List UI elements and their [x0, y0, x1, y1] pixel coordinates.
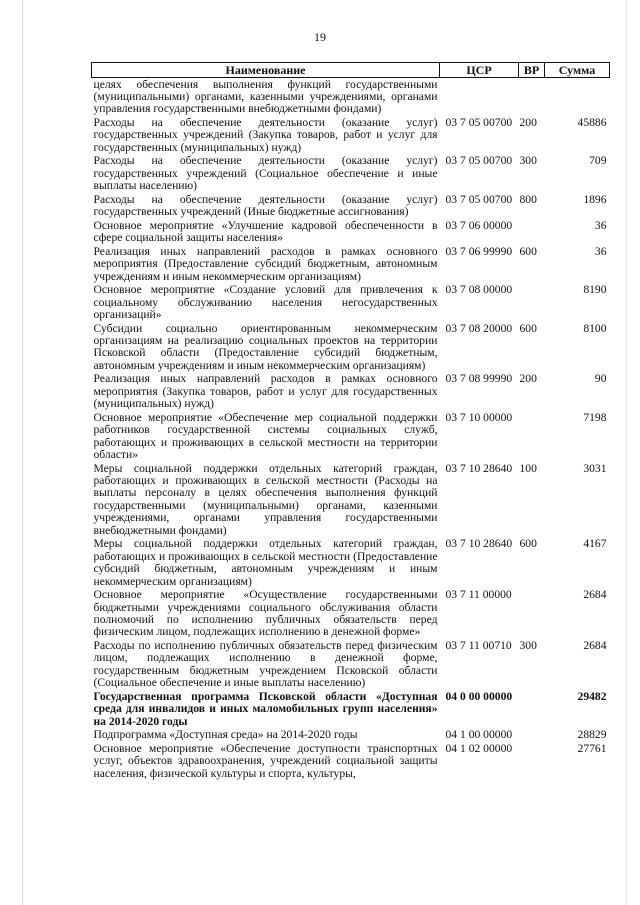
row-name: Расходы на обеспечение деятельности (оказание услуг) государственных учреждений (Закупка товаров, работ и услуг для государственных (муниципальных) нужд) [93, 116, 438, 154]
row-csr [440, 78, 519, 117]
row-sum: 90 [594, 372, 607, 386]
row-sum: 27761 [577, 741, 607, 755]
row-sum: 45886 [577, 116, 607, 129]
row-csr: 03 7 05 00700 [445, 192, 513, 206]
row-name: Расходы по исполнению публичных обязательств перед физическим лицом, подлежащих исполнению в денежной форме, государственным бюджетным учреждением Псковской области (Социальное обеспечение и иные выплаты населению) [93, 638, 438, 690]
row-name: Государственная программа Псковской области «Доступная среда для инвалидов и иных маломобильных групп населения» на 2014-2020 годы [93, 689, 438, 728]
row-vr [519, 742, 545, 780]
row-vr [519, 219, 545, 245]
header-sum: Сумма [545, 63, 610, 78]
table-row [92, 322, 610, 373]
row-name: целях обеспечения выполнения функций государственными (муниципальными) органами, казенными учреждениями, органами управления государственными внебюджетными фондами) [93, 77, 438, 116]
row-name: Основное мероприятие «Улучшение кадровой обеспеченности в сфере социальной защиты населения» [93, 218, 438, 245]
row-sum: 3031 [583, 461, 607, 475]
row-vr [519, 729, 545, 743]
row-sum: 4167 [583, 537, 607, 551]
table-row [92, 219, 610, 245]
table-row [92, 639, 610, 690]
row-name: Подпрограмма «Доступная среда» на 2014-2020 годы [93, 728, 358, 742]
row-csr: 03 7 08 20000 [445, 321, 513, 335]
row-name: Основное мероприятие «Обеспечение доступности транспортных услуг, объектов здравоохранения, учреждений социальной защиты населения, физической культуры и спорта, культуры, [93, 741, 438, 780]
table-row [92, 155, 610, 193]
header-vr: ВР [519, 63, 545, 78]
row-vr [519, 284, 545, 322]
scan-edge-line [22, 0, 23, 905]
row-vr: 600 [519, 244, 537, 258]
row-vr: 300 [519, 638, 537, 652]
row-vr: 200 [519, 116, 537, 129]
row-name: Основное мероприятие «Создание условий для привлечения к социальному обслуживанию населения негосударственных организаций» [93, 283, 438, 322]
table-row [92, 690, 610, 728]
table-row [92, 245, 610, 283]
table-row [92, 284, 610, 322]
table-row [92, 116, 610, 154]
row-csr: 03 7 08 99990 [445, 372, 513, 386]
table-header-row [92, 63, 610, 78]
row-csr: 03 7 06 99990 [445, 244, 513, 258]
row-name: Субсидии социально ориентированным некоммерческим организациям на реализацию социальных проектов на территории Псковской области (Предоставление субсидий бюджетным, автономным учреждениям и иным некоммерческим организациям) [93, 321, 438, 372]
row-csr: 03 7 06 00000 [445, 218, 513, 232]
row-sum: 29482 [577, 689, 607, 703]
row-name: Реализация иных направлений расходов в рамках основного мероприятия (Закупка товаров, работ и услуг для государственных (муниципальных) нужд) [93, 372, 438, 411]
row-csr: 03 7 10 00000 [445, 410, 513, 424]
table-row [92, 742, 610, 780]
table-row [92, 462, 610, 538]
row-vr: 600 [519, 321, 537, 335]
row-csr: 04 0 00 00000 [445, 689, 513, 703]
row-name: Меры социальной поддержки отдельных категорий граждан, работающих и проживающих в сельской местности (Предоставление субсидий бюджетным, автономным учреждениям и иным некоммерческим организациям) [93, 537, 438, 588]
table-row [92, 373, 610, 411]
row-sum: 28829 [577, 728, 607, 742]
row-sum [545, 78, 610, 117]
row-vr: 300 [519, 154, 537, 168]
table-row [92, 589, 610, 640]
row-name: Основное мероприятие «Осуществление государственными бюджетными учреждениями социального обслуживания области полномочий по исполнению публичных обязательств перед физическим лицом, подлежащих исполнению в денежной форме» [93, 588, 438, 639]
row-csr: 04 1 00 00000 [445, 728, 513, 742]
row-csr: 03 7 05 00700 [445, 154, 513, 168]
row-vr: 200 [519, 372, 537, 386]
row-name: Расходы на обеспечение деятельности (оказание услуг) государственных учреждений (Иные бюджетные ассигнования) [93, 192, 438, 219]
table-row [92, 538, 610, 589]
row-name: Расходы на обеспечение деятельности (оказание услуг) государственных учреждений (Социальное обеспечение и иные выплаты населению) [93, 154, 438, 193]
header-name: Наименование [92, 63, 440, 78]
row-csr: 03 7 11 00710 [445, 638, 512, 652]
row-vr: 100 [519, 461, 537, 475]
row-sum: 36 [594, 218, 607, 232]
row-csr: 03 7 11 00000 [445, 588, 512, 602]
row-name: Основное мероприятие «Обеспечение мер социальной поддержки работников государственной системы социальных служб, работающих и проживающих в сельской местности на территории области» [93, 410, 438, 462]
header-csr: ЦСР [440, 63, 519, 78]
row-vr: 800 [519, 192, 537, 206]
row-vr [519, 690, 545, 728]
row-vr: 600 [519, 537, 537, 551]
row-name: Реализация иных направлений расходов в рамках основного мероприятия (Предоставление субсидий бюджетным, автономным учреждениям и иным некоммерческим организациям) [93, 244, 438, 283]
row-sum: 1896 [583, 192, 607, 206]
table-row [92, 411, 610, 462]
row-sum: 8190 [583, 283, 607, 297]
scan-edge-line [626, 0, 627, 905]
row-sum: 2684 [583, 638, 607, 652]
row-sum: 709 [589, 154, 607, 168]
row-csr: 03 7 10 28640 [445, 461, 513, 475]
table-row [92, 193, 610, 219]
row-sum: 7198 [583, 410, 607, 424]
row-sum: 8100 [583, 321, 607, 335]
row-name: Меры социальной поддержки отдельных категорий граждан, работающих и проживающих в сельской местности (Расходы на выплаты персоналу в целях обеспечения выполнения функций государственными (муниципальными) органами, казенными учреждениями, органами управления государственными внебюджетными фондами) [93, 461, 438, 537]
row-csr: 04 1 02 00000 [445, 741, 513, 755]
row-csr: 03 7 10 28640 [445, 537, 513, 551]
table-row [92, 78, 610, 117]
row-vr [519, 411, 545, 462]
table-row [92, 729, 610, 743]
row-sum: 36 [594, 244, 607, 258]
row-vr [519, 589, 545, 640]
budget-table [91, 62, 610, 781]
row-vr [519, 78, 545, 117]
page-number: 19 [314, 30, 326, 44]
row-csr: 03 7 08 00000 [445, 283, 513, 297]
row-sum: 2684 [583, 588, 607, 602]
row-csr: 03 7 05 00700 [445, 116, 513, 129]
